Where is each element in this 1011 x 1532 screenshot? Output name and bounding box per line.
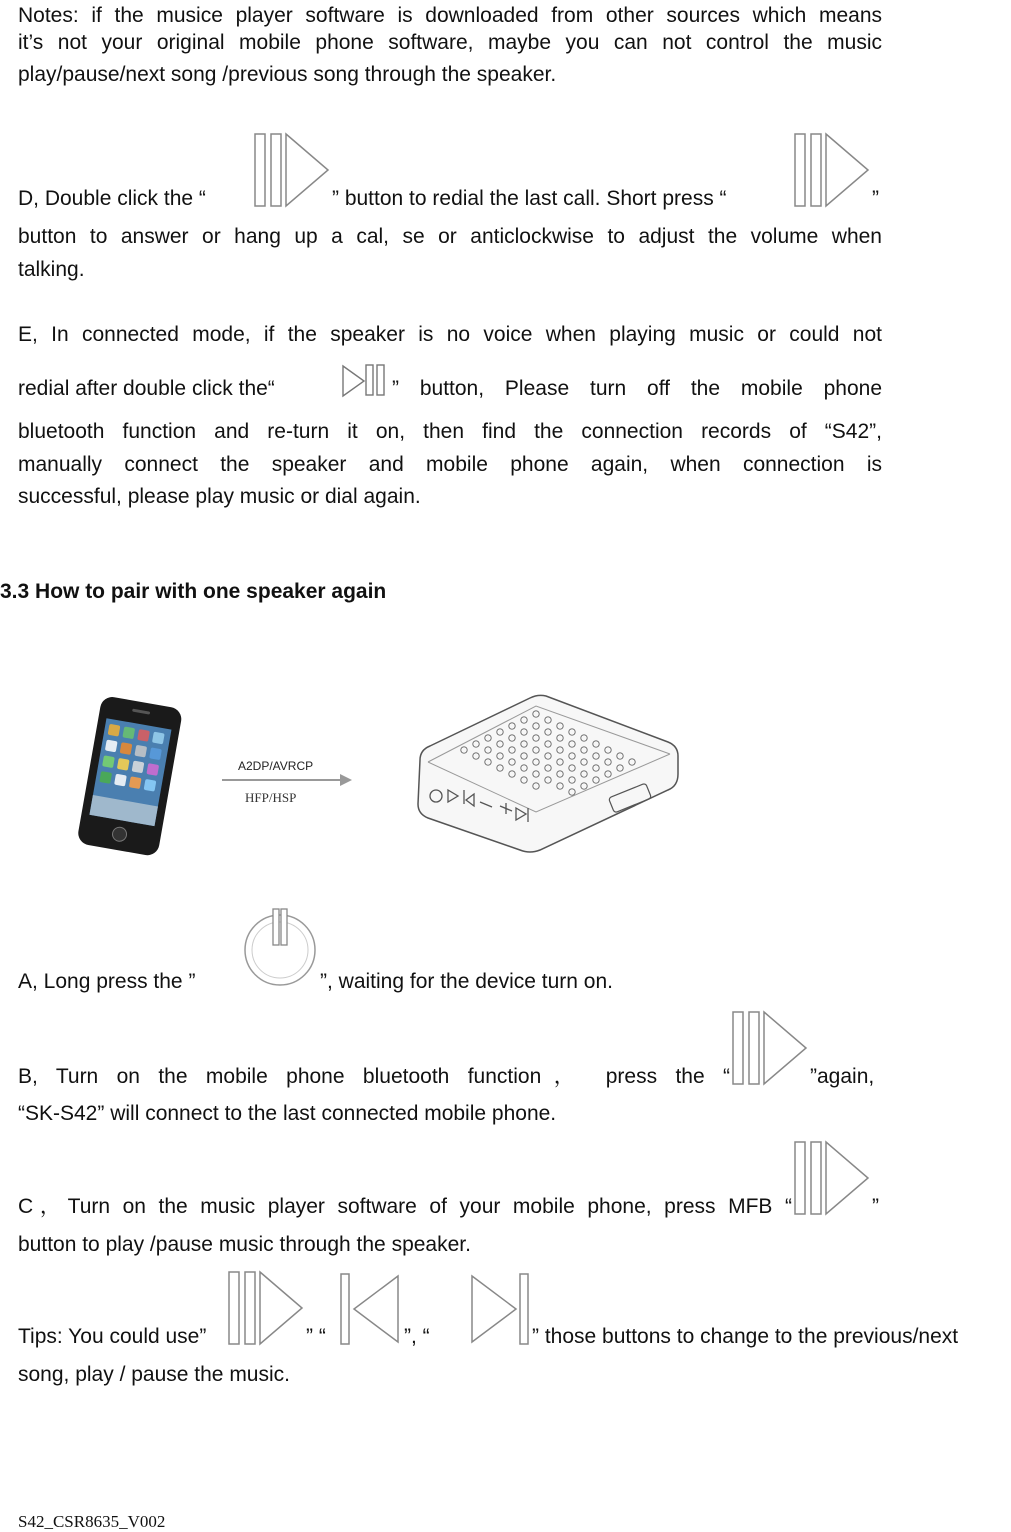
e-text-b-wrap [392,374,882,404]
step-a-post: ”, waiting for the device turn on. [320,970,613,993]
phone-illustration [76,695,183,857]
d-text-b: ” button to redial the last call. Short press “ [332,187,727,210]
d-text-a: D, Double click the “ [18,187,206,210]
notes-line-1: Notes: if the musice player software is downloaded from other sources which means [18,4,882,27]
tips-line-2: song, play / pause the music. [18,1363,290,1386]
speaker-illustration [418,695,678,852]
tips-text-1: Tips: You could use” [18,1325,207,1348]
e-line-1: E, In connected mode, if the speaker is no voice when playing music or could not [18,323,882,346]
play-pause-icon [226,1270,306,1348]
previous-track-icon [338,1272,404,1346]
pairing-diagram [60,690,700,875]
step-c-pre: C，Turn on the music player software of your mobile phone, press MFB “ [18,1195,792,1218]
step-b-pre: B, Turn on the mobile phone bluetooth function， press the “ [18,1065,730,1088]
step-c-line-2: button to play /pause music through the speaker. [18,1233,471,1256]
tips-text-2: ” “ [306,1325,326,1348]
e-line-3: bluetooth function and re-turn it on, then find the connection records of “S42”, [18,420,882,443]
play-pause-icon [252,132,332,210]
play-pause-icon [792,132,872,210]
d-line-2: button to answer or hang up a cal, se or anticlockwise to adjust the volume when [18,225,882,248]
document-footer-code: S42_CSR8635_V002 [18,1512,166,1531]
protocol-label-bottom: HFP/HSP [245,790,297,805]
step-a-pre: A, Long press the ” [18,970,196,993]
tips-text-4: ” those buttons to change to the previous/next [532,1325,959,1348]
d-line-3: talking. [18,258,85,281]
e-line-5: successful, please play music or dial again. [18,485,421,508]
e-text-a: redial after double click the“ [18,377,275,400]
tips-text-3: ”, “ [404,1325,430,1348]
e-line-4: manually connect the speaker and mobile phone again, when connection is [18,453,882,476]
play-pause-icon [730,1010,810,1088]
step-c-pre-wrap [18,1192,792,1222]
notes-line-2: it’s not your original mobile phone software, maybe you can not control the music [18,31,882,54]
e-text-b: ” button, Please turn off the mobile phone [392,377,882,400]
step-b-line-2: “SK-S42” will connect to the last connected mobile phone. [18,1102,557,1125]
next-track-icon [466,1272,532,1346]
d-first-line [18,184,206,214]
next-prev-icon [340,362,392,400]
step-c-post: ” [872,1195,879,1218]
section-heading: 3.3 How to pair with one speaker again [0,580,387,603]
power-icon [240,906,320,988]
step-b-pre-wrap [18,1062,730,1092]
play-pause-icon [792,1140,872,1218]
step-b-post: ”again, [810,1065,875,1088]
protocol-label-top: A2DP/AVRCP [238,759,314,773]
notes-line-3: play/pause/next song /previous song through the speaker. [18,63,557,86]
d-text-c: ” [872,187,879,210]
